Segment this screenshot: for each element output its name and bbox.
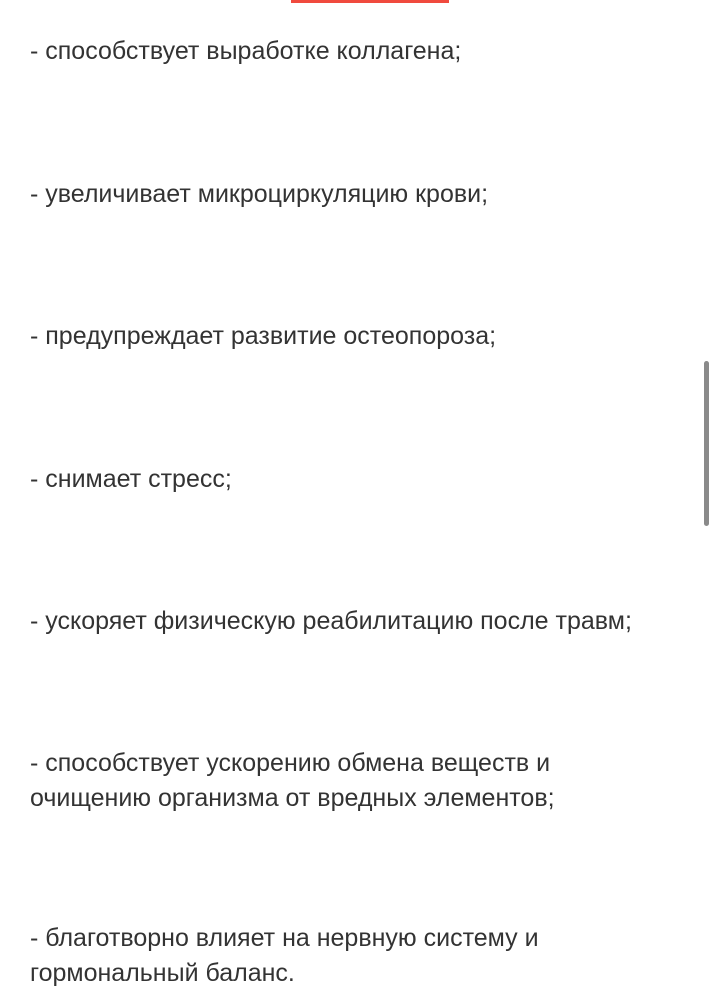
list-item: - способствует ускорению обмена веществ и очищению организма от вредных элементов;	[30, 749, 555, 812]
list-item: - благотворно влияет на нервную систему и гормональный баланс.	[30, 924, 539, 987]
scrollbar-thumb[interactable]	[704, 361, 709, 526]
list-item: - ускоряет физическую реабилитацию после травм;	[30, 607, 632, 635]
list-item: - снимает стресс;	[30, 465, 232, 493]
list-item: - способствует выработке коллагена;	[30, 37, 462, 65]
list-item: - предупреждает развитие остеопороза;	[30, 322, 497, 350]
list-item: - увеличивает микроциркуляцию крови;	[30, 180, 489, 208]
section-accent-bar	[291, 0, 449, 3]
